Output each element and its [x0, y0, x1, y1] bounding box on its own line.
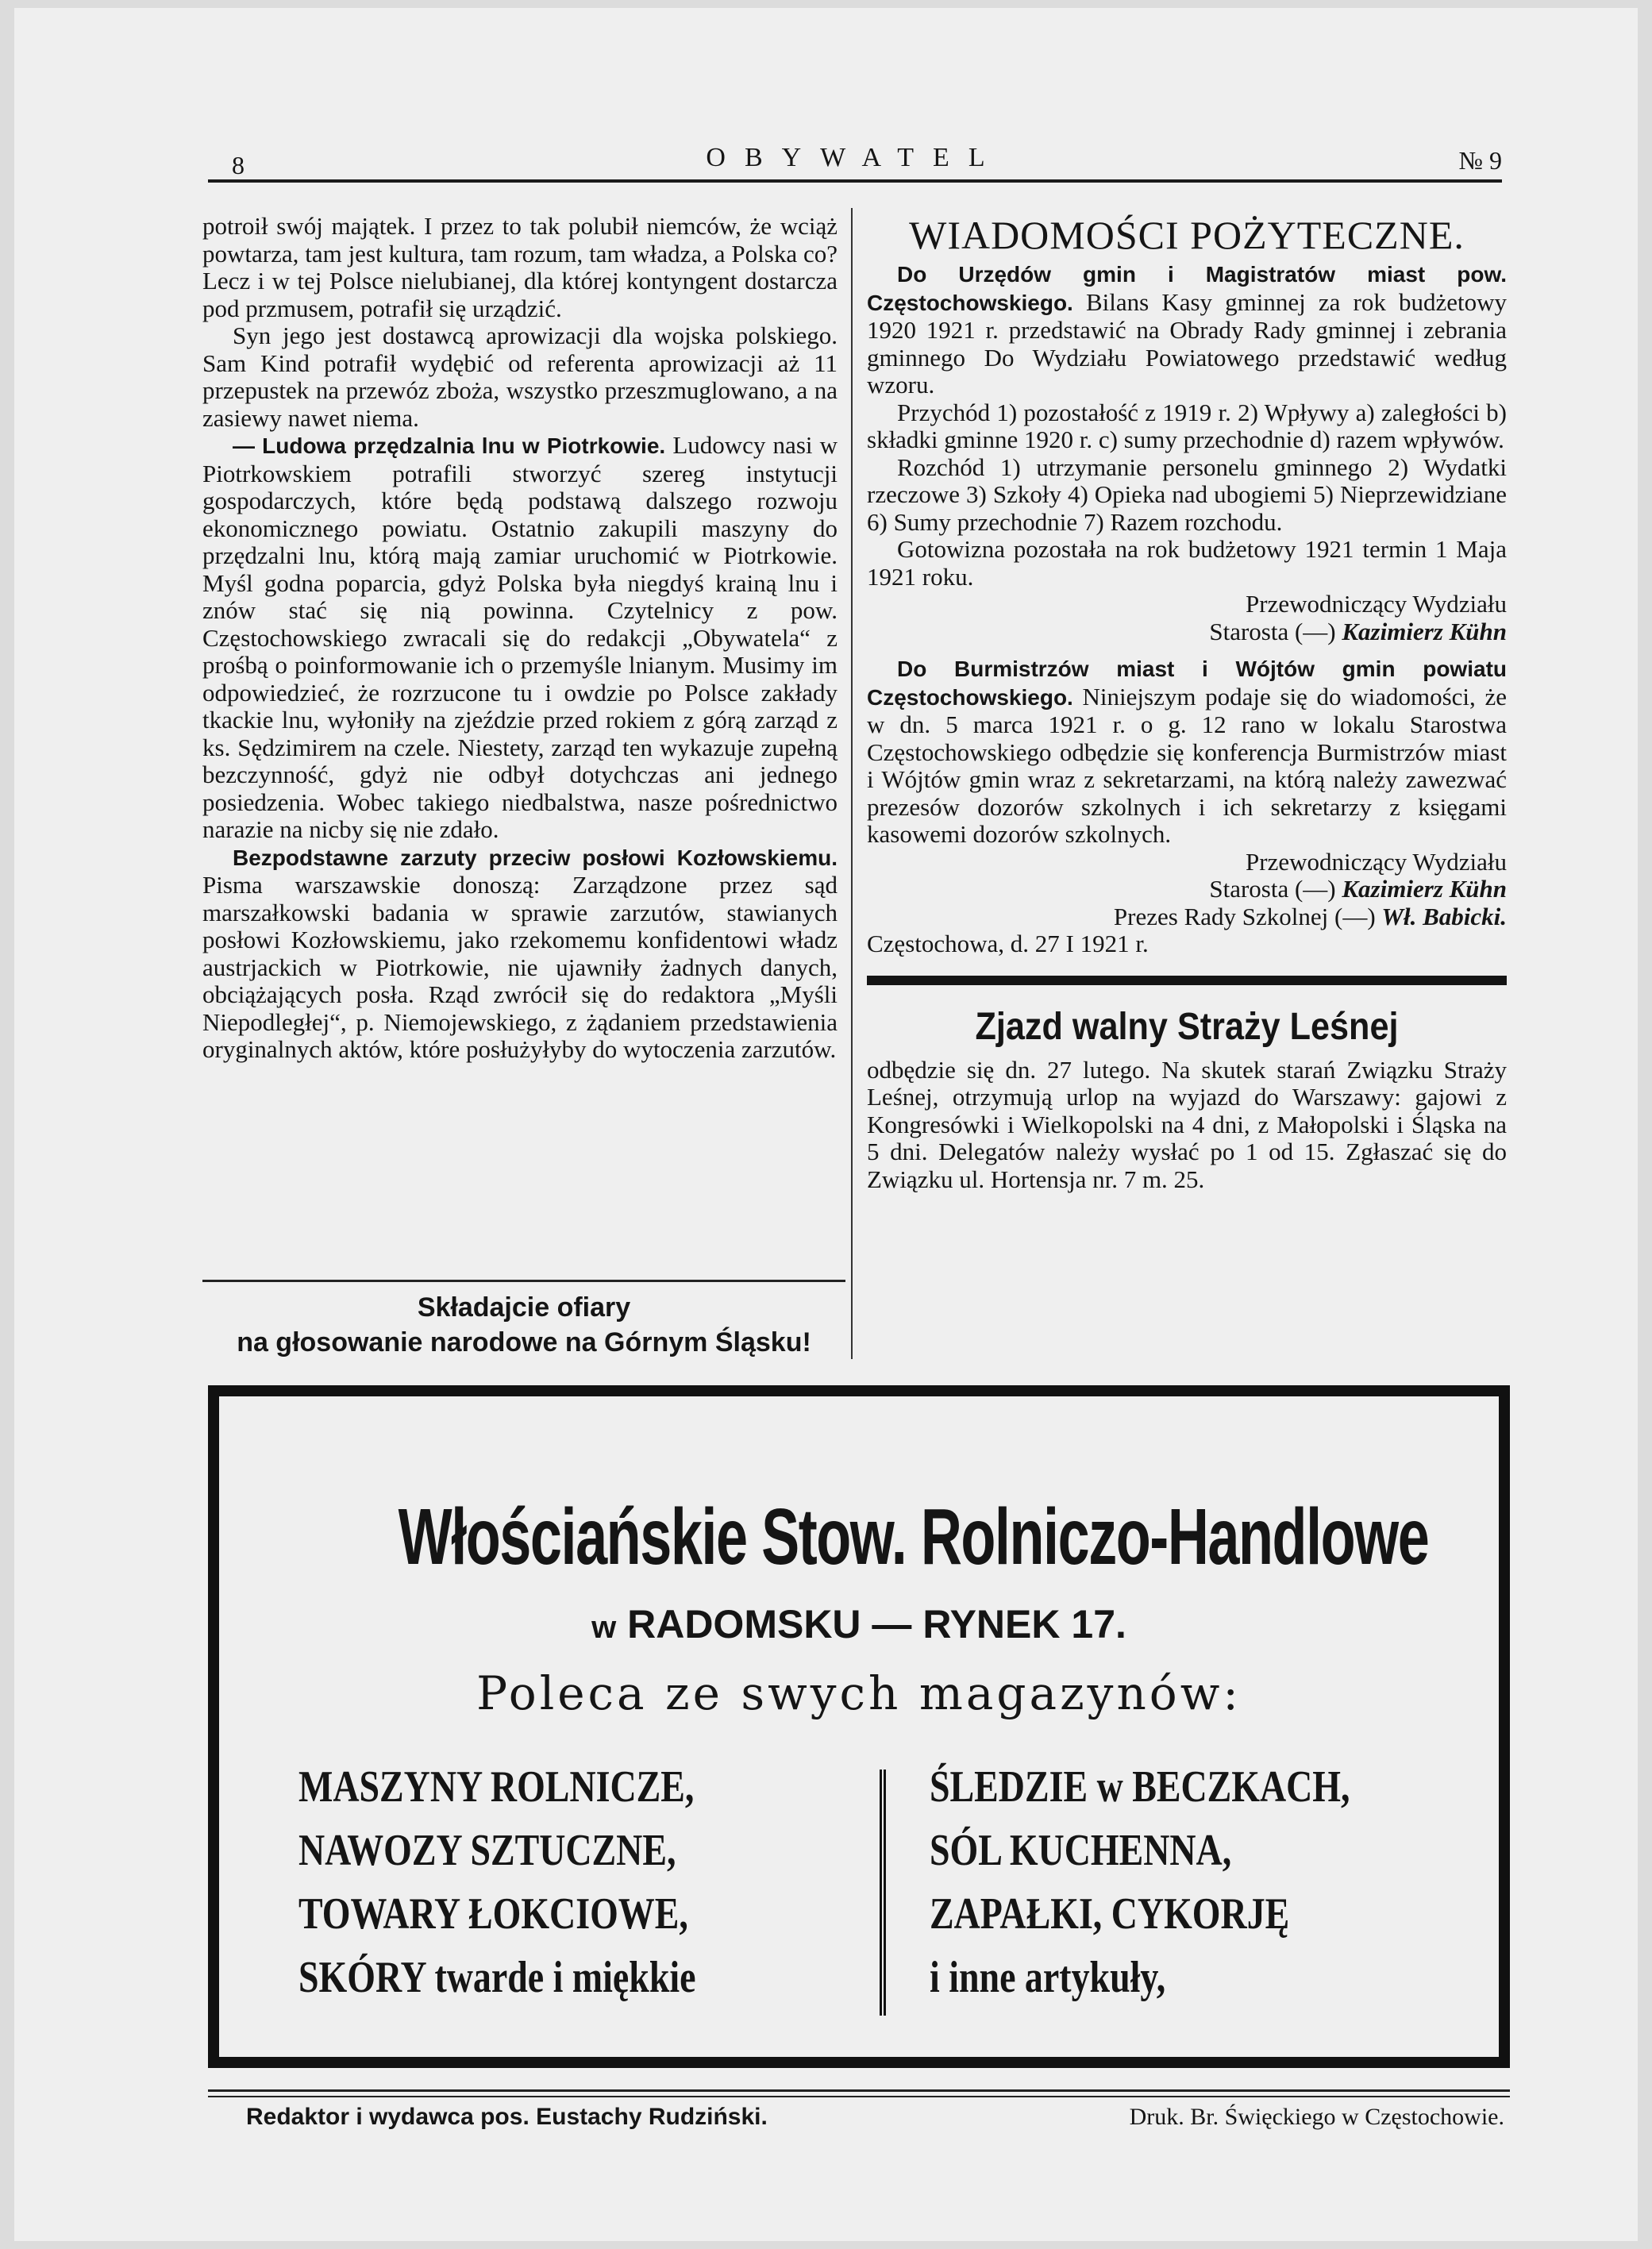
notice-cash: Gotowizna pozostała na rok budżetowy 1921 termin 1 Maja 1921 roku.	[867, 535, 1507, 591]
article-continuation: potroił swój majątek. I przez to tak polubił niemców, że wciąż powtarza, tam jest kultura, tam rozum, tam władza, a Polska co? Lecz i w tej Polsce nielubianej, dla której kontyngent dostarcza pod przmusem, potrafił się urządzić.	[202, 212, 838, 322]
printer-credit: Druk. Br. Święckiego w Częstochowie.	[1129, 2104, 1504, 2130]
masthead-title: OBYWATEL	[706, 143, 1004, 172]
article-body: Pisma warszawskie donoszą: Zarządzone przez sąd marszałkowski badania w sprawie zarzutów, stawianych posłowi Kozłowskiemu, jako rzekomemu konfidentowi władz austrjackich w Piotrkowie, nie ujawniły żadnych danych, obciążających posła. Rząd zwrócił się do redaktora „Myśli Niepodległej“, p. Niemojewskiego, z żądaniem przedstawienia oryginalnych aktów, które posłużyłyby do wytoczenia zarzutów.	[202, 871, 838, 1063]
notice-heading: Do Urzędów gmin i Magistratów miast pow. Częstochowskiego.	[867, 262, 1507, 315]
article-flax-mill	[202, 432, 838, 844]
article-paragraph: Syn jego jest dostawcą aprowizacji dla wojska polskiego. Sam Kind potrafił wydębić od referenta aprowizacji aż 11 przepustek na przewóz zboża, wszystko przeszmuglowano, a na zasiewy nawet niema.	[202, 322, 838, 432]
ad-item: NAWOZY SZTUCZNE,	[298, 1826, 676, 1875]
notice-conference	[867, 655, 1507, 849]
appeal-box	[202, 1290, 845, 1360]
signature-line	[867, 903, 1507, 931]
signature-name: Kazimierz Kühn	[1342, 875, 1507, 903]
section-title: WIADOMOŚCI POŻYTECZNE.	[909, 213, 1465, 257]
signature-line: Przewodniczący Wydziału	[1246, 590, 1507, 618]
signature-role: Starosta (—)	[1209, 617, 1336, 645]
notice-body: Niniejszym podaje się do wiadomości, że w dn. 5 marca 1921 r. o g. 12 rano w lokalu Starostwa Częstochowskiego odbędzie się konferencja Burmistrzów miast i Wójtów gmin wraz z sekretarzami, na którą należy zawezwać prezesów dozorów szkolnych i ich sekretarzy z księgami kasowemi dozorów szkolnych.	[867, 682, 1507, 848]
signature-line: Przewodniczący Wydziału	[1246, 847, 1507, 876]
ad-item: SKÓRY twarde i miękkie	[298, 1953, 696, 2002]
right-column	[867, 213, 1507, 1193]
signature-line	[867, 618, 1507, 646]
signature-name: Kazimierz Kühn	[1342, 617, 1507, 645]
appeal-line-2: na głosowanie narodowe na Górnym Śląsku!	[237, 1327, 811, 1357]
appeal-rule	[202, 1280, 845, 1282]
ad-item: MASZYNY ROLNICZE,	[298, 1762, 695, 1812]
notice-date: Częstochowa, d. 27 I 1921 r.	[867, 930, 1149, 957]
signature-role: Starosta (—)	[1209, 875, 1336, 903]
ad-item: TOWARY ŁOKCIOWE,	[298, 1889, 688, 1939]
ad-location	[219, 1601, 1499, 1647]
forest-guard-title: Zjazd walny Straży Leśnej	[975, 1005, 1399, 1048]
article-body: Ludowcy nasi w Piotrkowskiem potrafili stworzyć szereg instytucji gospodarczych, które będą podstawą dalszego rozwoju ekonomicznego powiatu. Ostatnio zakupili maszyny do przędzalni lnu, którą mają zamiar uruchomić w Piotrkowie. Myśl godna poparcia, gdyż Polska była niegdyś krainą lnu i znów stać się nią powinna. Czytelnicy z pow. Częstochowskiego zwracali się do redakcji „Obywatela“ z prośbą o poinformowanie ich o przemyśle lnianym. Musimy im odpowiedzieć, że rozrzucone tu i owdzie po Polsce zakłady tkackie lnu, wyłoniły na zjeździe przed rokiem z górą zarząd z ks. Sędzimirem na czele. Niestety, zarząd ten wykazuje zupełną bezczynność, gdyż nie odbył dotychczas ani jednego posiedzenia. Wobec takiego niedbalstwa, nasze pośrednictwo narazie na nicby się nie zdało.	[202, 431, 838, 843]
ad-item: ŚLEDZIE w BECZKACH,	[930, 1762, 1350, 1812]
ad-item: SÓL KUCHENNA,	[930, 1826, 1232, 1875]
ad-item: i inne artykuły,	[930, 1953, 1166, 2002]
page-header	[208, 143, 1502, 184]
signature-line	[867, 876, 1507, 903]
header-rule	[208, 179, 1502, 183]
thick-rule	[867, 976, 1507, 985]
article-kozlowski	[202, 844, 838, 1064]
ad-location-prefix: w	[591, 1610, 617, 1645]
forest-guard-body: odbędzie się dn. 27 lutego. Na skutek starań Związku Straży Leśnej, otrzymują urlop na wyjazd do Warszawy: gajowi z Kongresówki i Wielkopolski na 4 dni, z Małopolski i Śląska na 5 dni. Delegatów należy wysłać po 1 od 15. Zgłaszać się do Związku ul. Hortensja nr. 7 m. 25.	[867, 1055, 1507, 1193]
ad-title: Włościańskie Stow. Rolniczo-Handlowe	[398, 1492, 1429, 1581]
signature-block	[867, 591, 1507, 645]
ad-double-rule	[880, 1770, 886, 2016]
notice-budget	[867, 260, 1507, 399]
column-divider	[851, 208, 853, 1359]
ad-list-right	[930, 1755, 1442, 2009]
footer-rule	[208, 2089, 1510, 2092]
advertisement-box	[208, 1385, 1510, 2068]
signature-role: Prezes Rady Szkolnej (—)	[1113, 902, 1376, 930]
appeal-line-1: Składajcie ofiary	[417, 1292, 631, 1323]
page-number: 8	[232, 151, 245, 179]
issue-number: № 9	[1458, 146, 1502, 175]
ad-item: ZAPAŁKI, CYKORJĘ	[930, 1889, 1290, 1939]
notice-body: Bilans Kasy gminnej za rok budżetowy 1920 1921 r. przedstawić na Obrady Rady gminnej i zebrania gminnego Do Wydziału Powiatowego przedstawić według wzoru.	[867, 287, 1507, 399]
notice-heading: Do Burmistrzów miast i Wójtów gmin powiatu Częstochowskiego.	[867, 657, 1507, 710]
ad-list-left	[298, 1755, 783, 2009]
left-column	[202, 213, 838, 1064]
footer-rule	[208, 2096, 1510, 2097]
notice-income: Przychód 1) pozostałość z 1919 r. 2) Wpływy a) zaległości b) składki gminne 1920 r. c) sumy przechodnie d) razem wpływów.	[867, 398, 1507, 453]
editor-credit: Redaktor i wydawca pos. Eustachy Rudziński.	[246, 2104, 768, 2130]
article-heading: — Ludowa przędzalnia lnu w Piotrkowie.	[233, 433, 666, 458]
article-heading: Bezpodstawne zarzuty przeciw posłowi Kozłowskiemu.	[233, 845, 838, 870]
ad-subtitle: Poleca ze swych magazynów:	[476, 1666, 1242, 1720]
page-footer	[246, 2104, 1504, 2135]
signature-name: Wł. Babicki.	[1381, 902, 1507, 930]
notice-expense: Rozchód 1) utrzymanie personelu gminnego 2) Wydatki rzeczowe 3) Szkoły 4) Opieka nad ubogiemi 5) Nieprzewidziane 6) Sumy przechodnie 7) Razem rozchodu.	[867, 452, 1507, 536]
signature-block	[867, 849, 1507, 931]
ad-location-text: RADOMSKU — RYNEK 17.	[627, 1602, 1126, 1646]
